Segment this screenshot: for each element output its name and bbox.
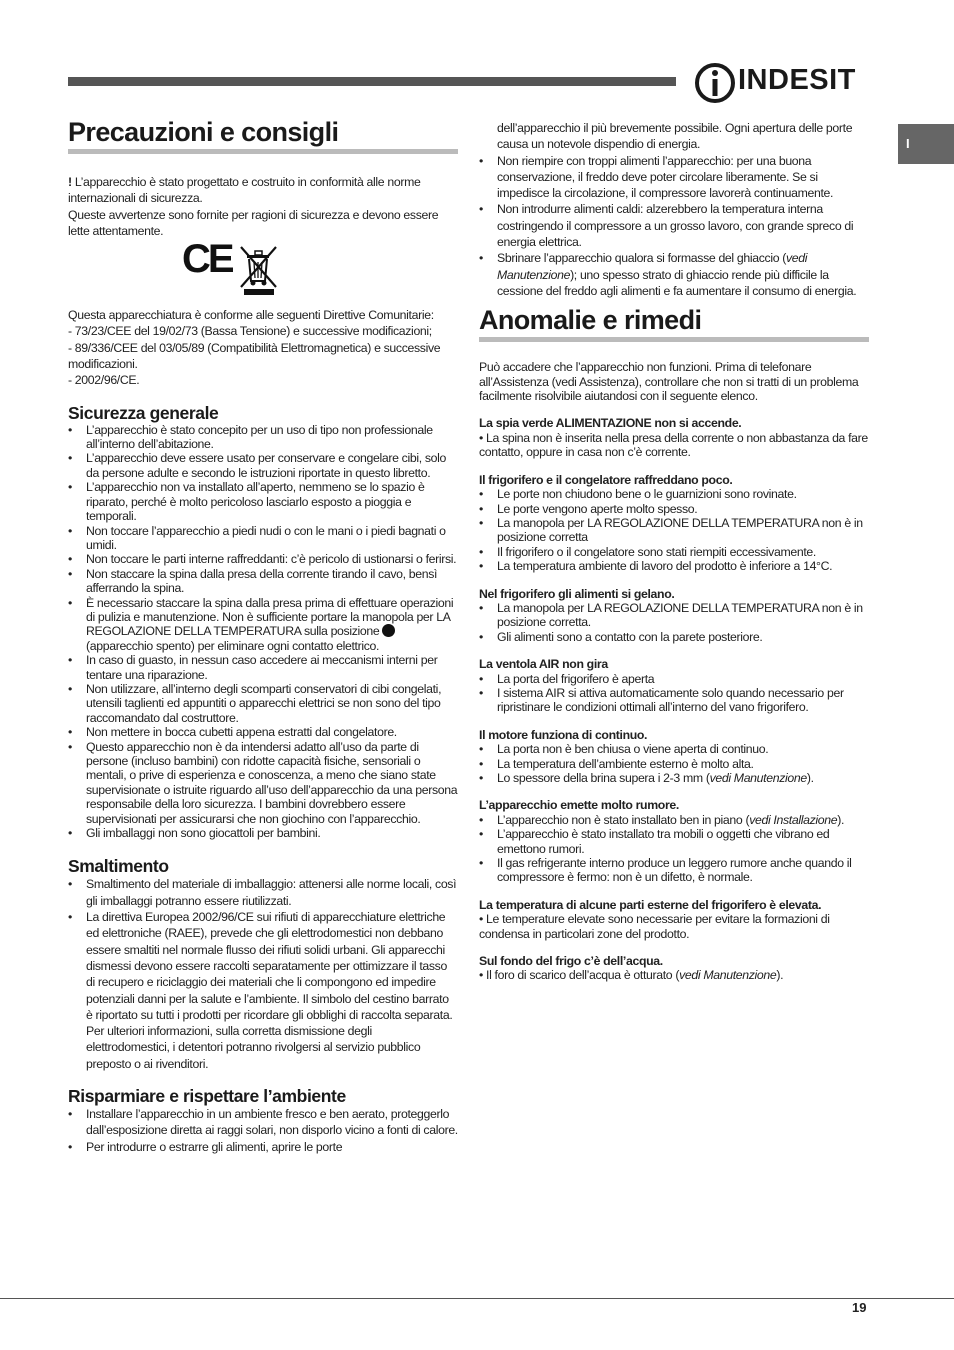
list-item: • Smaltimento del materiale di imballaggio: attenersi alle norme locali, così gli imballaggi potranno essere riutilizzati.	[68, 876, 458, 909]
problem-heading: Sul fondo del frigo c’è dell’acqua.	[479, 954, 663, 969]
saving-list	[68, 1106, 458, 1155]
troubleshooting-intro: Può accadere che l’apparecchio non funzioni. Prima di telefonare all’Assistenza (vedi Assistenza), controllare che non si tratti di un problema facilmente risolvibile aiutandosi con il seguente elenco.	[479, 360, 859, 404]
right-column	[479, 120, 869, 983]
certification-marks	[68, 237, 458, 305]
problem-text	[479, 968, 869, 982]
list-item: • Non utilizzare, all’interno degli scomparti conservatori di cibi congelati, utensili taglienti ed appuntiti o apparecchi elettrici se non sono del tipo raccomandato dal costruttore.	[68, 682, 458, 725]
list-item: • Non mettere in bocca cubetti appena estratti dal congelatore.	[68, 725, 458, 739]
power-off-icon	[382, 624, 395, 637]
list-item: • La temperatura dell’ambiente esterno è molto alta.	[479, 757, 869, 771]
list-item: • La temperatura ambiente di lavoro del prodotto è inferiore a 14°C.	[479, 559, 869, 573]
list-item: • L’apparecchio è stato installato tra mobili o oggetti che vibrano ed emettono rumori.	[479, 827, 869, 856]
problem-heading: La temperatura di alcune parti esterne del frigorifero è elevata.	[479, 897, 822, 912]
list-item: • In caso di guasto, in nessun caso accedere ai meccanismi interni per tentare una riparazione.	[68, 653, 458, 682]
list-item	[479, 771, 869, 785]
list-item: • Non toccare le parti interne raffreddanti: c’è pericolo di ustionarsi o ferirsi.	[68, 552, 458, 566]
defrost-text-after: ); uno spesso strato di ghiaccio rende più difficile la cessione del freddo agli alimenti e fa aumentare il consumo di energia.	[497, 267, 857, 298]
plug-text-before: È necessario staccare la spina dalla presa prima di effettuare operazioni di pulizia e manutenzione. Non è sufficiente portare la manopola per LA REGOLAZIONE DELLA TEMPERATURA sulla posizione	[86, 595, 454, 639]
defrost-ref: vedi Manutenzione	[497, 251, 808, 282]
language-tab: I	[898, 124, 954, 164]
list-item: • Non staccare la spina dalla presa della corrente tirando il cavo, bensì afferrando la spina.	[68, 567, 458, 596]
drain-text-after: ).	[776, 968, 784, 983]
disposal-list	[68, 876, 458, 1072]
list-item: • Gli alimenti sono a contatto con la parete posteriore.	[479, 630, 869, 644]
brand-name: INDESIT	[738, 64, 856, 96]
warning-mark: !	[68, 175, 72, 189]
problem-heading: La ventola AIR non gira	[479, 657, 608, 672]
list-item: • Non introdurre alimenti caldi: alzerebbero la temperatura interna costringendo il compressore a un grosso lavoro, con grande spreco di energia elettrica.	[479, 201, 869, 250]
list-item: • L’apparecchio non va installato all’aperto, nemmeno se lo spazio è riparato, perché è molto pericoloso lasciarlo esposto a pioggia e temporali.	[68, 480, 458, 523]
list-item: • Questo apparecchio non è da intendersi adatto all’uso da parte di persone (incluso bambini) con ridotte capacità fisiche, sensoriali o mentali, o prive di esperienza e conoscenza, a meno che siano state supervisionate o istruite riguardo all’uso dell’apparecchio da una persona responsabile della loro sicurezza. I bambini dovrebbero essere supervisionati per assicurarsi che non giochino con l’apparecchio.	[68, 740, 458, 826]
directive-line: - 73/23/CEE del 19/02/73 (Bassa Tensione) e successive modificazioni;	[68, 324, 432, 339]
problem-heading: L’apparecchio emette molto rumore.	[479, 798, 679, 813]
indesit-i-icon	[694, 62, 738, 104]
list-item: • La manopola per LA REGOLAZIONE DELLA TEMPERATURA non è in posizione corretta	[479, 516, 869, 545]
crossed-bin-icon	[238, 243, 280, 295]
left-column	[68, 116, 458, 1155]
list-item: • Installare l’apparecchio in un ambiente fresco e ben aerato, proteggerlo dall’esposizione diretta ai raggi solari, non disporlo vicino a fonti di calore.	[68, 1106, 458, 1139]
section-title-precautions: Precauzioni e consigli	[68, 116, 458, 154]
list-item: • Non riempire con troppi alimenti l’apparecchio: per una buona conservazione, il freddo deve poter circolare liberamente. Se si impedisce la circolazione, il compressore lavorerà continuamente.	[479, 153, 869, 202]
saving-continued: dell’apparecchio il più brevemente possibile. Ogni apertura delle porte causa un notevole dispendio di energia.	[497, 121, 853, 152]
problem-list	[479, 742, 869, 785]
list-item: • I sistema AIR si attiva automaticamente solo quando necessario per ripristinare le condizioni ottimali all’interno del vano frigorifero.	[479, 686, 869, 715]
intro-text-2: Queste avvertenze sono fornite per ragioni di sicurezza e devono essere lette attentamente.	[68, 207, 439, 238]
intro-text-1: L’apparecchio è stato progettato e costruito in conformità alle norme internazionali di sicurezza.	[68, 175, 421, 206]
list-item: • La manopola per LA REGOLAZIONE DELLA TEMPERATURA non è in posizione corretta.	[479, 601, 869, 630]
list-item: • La porta del frigorifero è aperta	[479, 672, 869, 686]
indesit-logo	[694, 62, 868, 104]
drain-text: • Il foro di scarico dell’acqua è otturato (	[479, 968, 680, 983]
problem-list	[479, 813, 869, 885]
list-item: • Non toccare l’apparecchio a piedi nudi o con le mani o i piedi bagnati o umidi.	[68, 524, 458, 553]
list-item: • Il gas refrigerante interno produce un leggero rumore anche quando il compressore è fermo: non è un difetto, è normale.	[479, 856, 869, 885]
footer-rule	[0, 1298, 954, 1299]
frost-ref: vedi Manutenzione	[709, 771, 807, 786]
problem-text: • La spina non è inserita nella presa della corrente o non abbastanza da fare contatto, oppure in casa non c’è corrente.	[479, 430, 868, 460]
install-text: L’apparecchio non è stato installato ben in piano (	[497, 812, 750, 827]
heading-disposal: Smaltimento	[68, 856, 169, 877]
problem-heading: Il frigorifero e il congelatore raffreddano poco.	[479, 472, 733, 487]
list-item: • La porta non è ben chiusa o viene aperta di continuo.	[479, 742, 869, 756]
problem-list	[479, 672, 869, 715]
list-item	[479, 813, 869, 827]
heading-saving: Risparmiare e rispettare l’ambiente	[68, 1086, 346, 1107]
directive-line: - 89/336/CEE del 03/05/89 (Compatibilità Elettromagnetica) e successive modificazioni.	[68, 340, 441, 372]
header-bar	[68, 77, 676, 86]
list-item: • La direttiva Europea 2002/96/CE sui rifiuti di apparecchiature elettriche ed elettroniche (RAEE), prevede che gli elettrodomestici non debbano essere smaltiti nel normale flusso dei rifiuti solidi urbani. Gli apparecchi dismessi devono essere raccolti separatamente per ottimizzare il tasso di recupero e riciclaggio dei materiali che li compongono ed impedire potenziali danni per la salute e l’ambiente. Il simbolo del cestino barrato è riportato su tutti i prodotti per ricordare gli obblighi di raccolta separata. Per ulteriori informazioni, sulla corretta dismissione degli elettrodomestici, i detentori potranno rivolgersi al servizio pubblico preposto o ai rivenditori.	[68, 909, 458, 1072]
intro-paragraph	[68, 174, 458, 207]
list-item	[68, 596, 458, 654]
frost-text-after: ).	[806, 771, 814, 786]
saving-list-continued	[479, 153, 869, 300]
heading-safety: Sicurezza generale	[68, 402, 219, 423]
page-number: 19	[852, 1300, 867, 1315]
ce-mark: CE	[182, 237, 232, 282]
section-title-troubleshooting: Anomalie e rimedi	[479, 304, 869, 342]
problem-text: • Le temperature elevate sono necessarie per evitare la formazioni di condensa in particolari zone del prodotto.	[479, 912, 830, 941]
plug-text-after: (apparecchio spento) per eliminare ogni contatto elettrico.	[86, 638, 380, 653]
install-text-after: ).	[837, 812, 845, 827]
problem-list	[479, 487, 869, 573]
list-item: • Per introdurre o estrarre gli alimenti, aprire le porte	[68, 1139, 458, 1155]
install-ref: vedi Installazione	[749, 812, 838, 827]
frost-text: Lo spessore della brina supera i 2-3 mm (	[497, 771, 710, 786]
list-item: • Il frigorifero o il congelatore sono stati riempiti eccessivamente.	[479, 545, 869, 559]
list-item: • L’apparecchio è stato concepito per un uso di tipo non professionale all’interno dell’abitazione.	[68, 423, 458, 452]
list-item: • Gli imballaggi non sono giocattoli per bambini.	[68, 826, 458, 840]
safety-list	[68, 423, 458, 841]
drain-ref: vedi Manutenzione	[679, 968, 777, 983]
list-item: • Le porte non chiudono bene o le guarnizioni sono rovinate.	[479, 487, 869, 501]
list-item: • L’apparecchio deve essere usato per conservare e congelare cibi, solo da persone adulte e secondo le istruzioni riportate in questo libretto.	[68, 451, 458, 480]
list-item: • Le porte vengono aperte molto spesso.	[479, 502, 869, 516]
problem-heading: Il motore funziona di continuo.	[479, 727, 648, 742]
problem-heading: La spia verde ALIMENTAZIONE non si accende.	[479, 416, 742, 431]
defrost-text: Sbrinare l’apparecchio qualora si formasse del ghiaccio (	[497, 251, 786, 266]
directive-line: - 2002/96/CE.	[68, 373, 140, 388]
problem-heading: Nel frigorifero gli alimenti si gelano.	[479, 586, 675, 601]
problem-list	[479, 601, 869, 644]
directive-line: Questa apparecchiatura è conforme alle seguenti Direttive Comunitarie:	[68, 308, 434, 323]
list-item	[479, 250, 869, 299]
